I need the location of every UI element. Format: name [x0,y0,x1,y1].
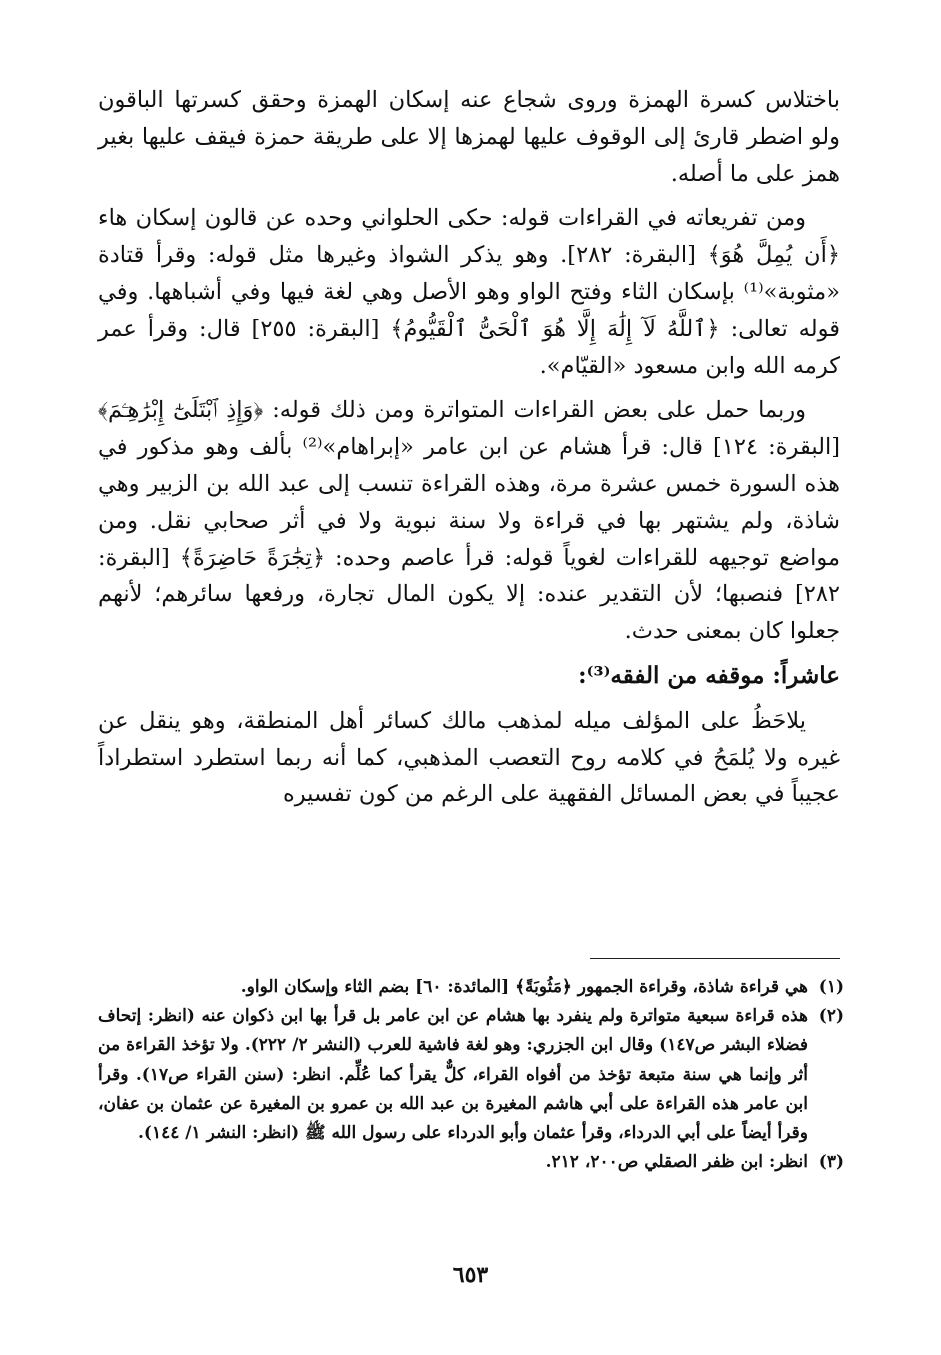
footnote-number: (١) [818,977,844,997]
footnote-text: هذه قراءة سبعية متواترة ولم ينفرد بها هشام عن ابن عامر بل قرأ بها ابن ذكوان عنه (انظر: إتحاف فضلاء البشر ص١٤٧) وقال ابن الجزري: وهو لغة فاشية للعرب (النشر ٢/ ٢٢٢). ولا تؤخذ القراءة من أثر وإنما هي سنة متبعة تؤخذ من أفواه القراء، كلٌّ يقرأ كما عُلِّم. انظر: (سنن القراء ص١٧). وقرأ ابن عامر هذه القراءة على أبي هاشم المغيرة بن عبد الله بن عمرو بن المغيرة عن عثمان بن عفان، وقرأ أيضاً على أبي الدرداء، وقرأ عثمان وأبو الدرداء على رسول الله ﷺ (انظر: النشر ١/ ١٤٤). [98,1006,808,1144]
footnote-number: (٣) [818,1152,844,1173]
footnote-number: (٢) [818,1006,844,1027]
footnote-2 [98,1002,844,1148]
footnote-separator [590,958,840,959]
footnotes [98,973,844,1177]
paragraph-2: ومن تفريعاته في القراءات قوله: حكى الحلواني وحده عن قالون إسكان هاء ﴿أَن يُمِلَّ هُوَ﴾ [البقرة: ٢٨٢]. وهو يذكر الشواذ وغيرها مثل قوله: وقرأ قتادة «مثوبة»⁽¹⁾ بإسكان الثاء وفتح الواو وهو الأصل وهي لغة فيها وفي أشباهها. وفي قوله تعالى: ﴿ٱللَّهُ لَآ إِلَٰهَ إِلَّا هُوَ ٱلْحَىُّ ٱلْقَيُّومُ﴾ [البقرة: ٢٥٥] قال: وقرأ عمر كرمه الله وابن مسعود «القيّام». [98,205,840,379]
main-text [98,82,840,813]
footnote-1 [98,973,844,1002]
footnote-text: انظر: ابن ظفر الصقلي ص٢٠٠، ٢١٢. [545,1152,808,1173]
footnote-3 [98,1148,844,1177]
section-heading: عاشراً: موقفه من الفقه⁽³⁾: [578,661,840,689]
paragraph-4: يلاحَظُ على المؤلف ميله لمذهب مالك كسائر أهل المنطقة، وهو ينقل عن غيره ولا يُلمَحُ في كلامه روح التعصب المذهبي، كما أنه ربما استطرد استطراداً عجيباً في بعض المسائل الفقهية على الرغم من كون تفسيره [98,707,840,808]
page-number: ٦٥٣ [452,1262,489,1288]
paragraph-3: وربما حمل على بعض القراءات المتواترة ومن ذلك قوله: ﴿وَإِذِ ٱبْتَلَىٰٓ إِبْرَٰهِـۧمَ﴾ [البقرة: ١٢٤] قال: قرأ هشام عن ابن عامر «إبراهام»⁽²⁾ بألف وهو مذكور في هذه السورة خمس عشرة مرة، وهذه القراءة تنسب إلى عبد الله بن الزبير وهي شاذة، ولم يشتهر بها في قراءة ولا سنة نبوية ولا في أثر صحابي نقل. ومن مواضع توجيهه للقراءات لغوياً قوله: قرأ عاصم وحده: ﴿تِجَٰرَةً حَاضِرَةً﴾ [البقرة: ٢٨٢] فنصبها؛ لأن التقدير عنده: إلا يكون المال تجارة، ورفعها سائرهم؛ لأنهم جعلوا كان بمعنى حدث. [98,397,841,645]
paragraph-1: باختلاس كسرة الهمزة وروى شجاع عنه إسكان الهمزة وحقق كسرتها الباقون ولو اضطر قارئ إلى الوقوف عليها لهمزها إلا على طريقة حمزة فيقف عليها بغير همز على ما أصله. [98,87,840,187]
footnote-text: هي قراءة شاذة، وقراءة الجمهور ﴿مَثُوبَةً﴾ [المائدة: ٦٠] بضم الثاء وإسكان الواو. [240,977,808,997]
